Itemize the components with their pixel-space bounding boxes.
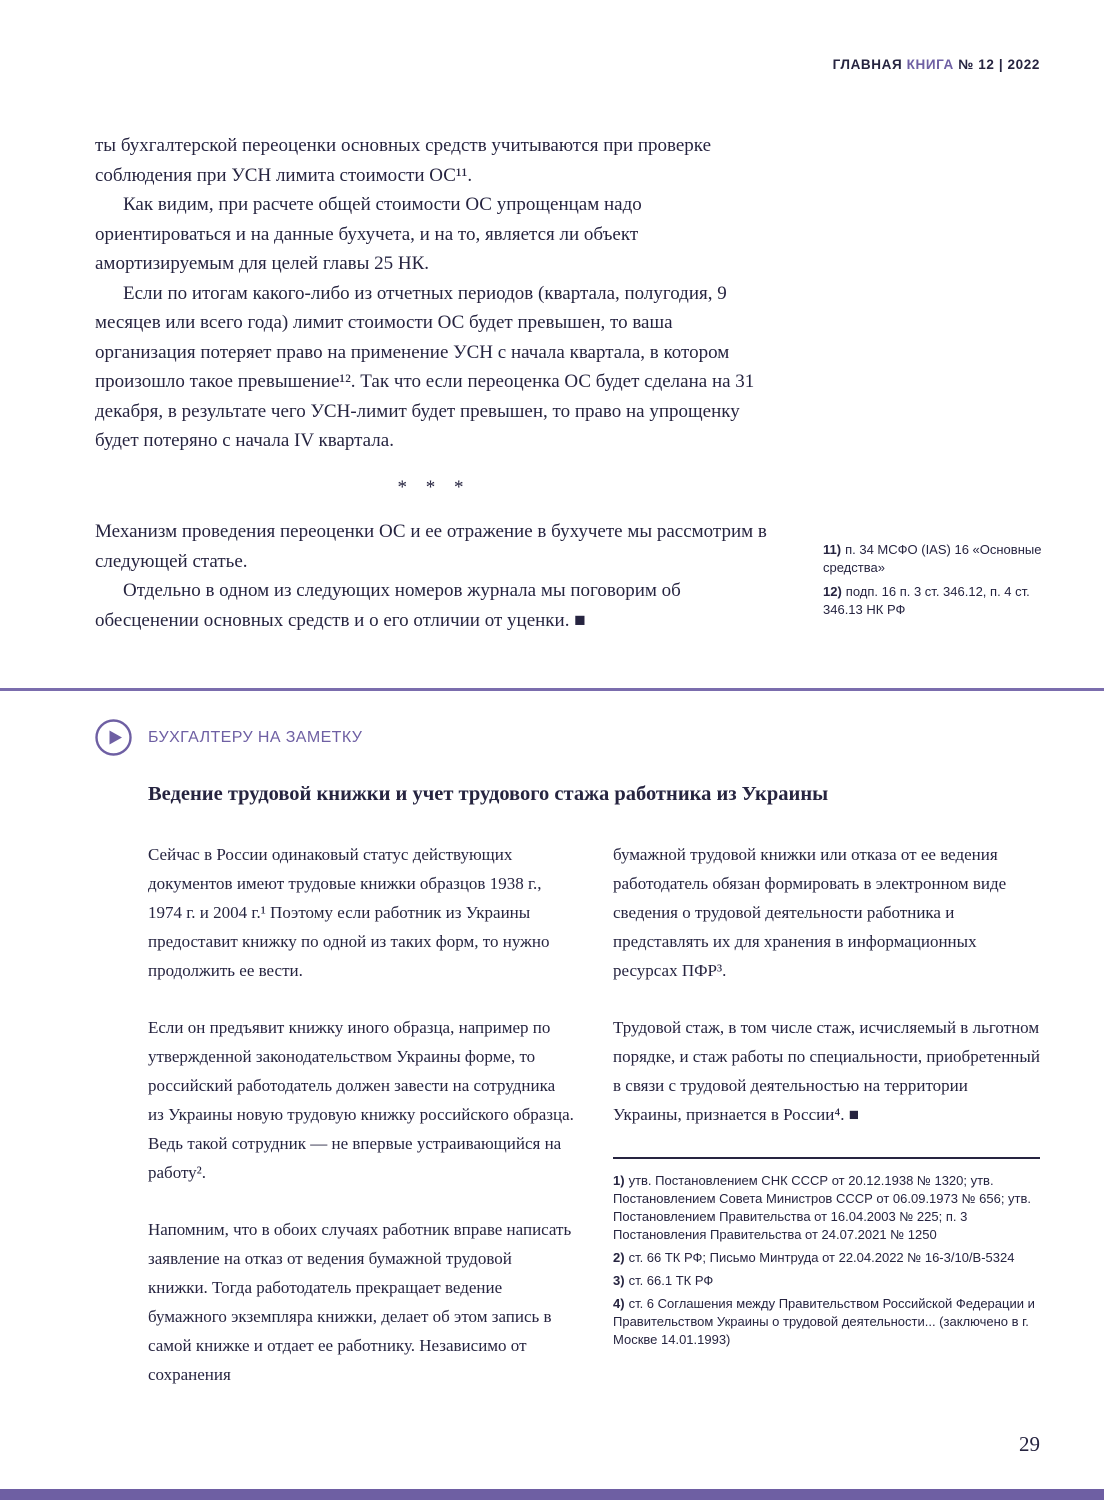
footnote <box>613 1172 1040 1244</box>
footnote-text: ст. 6 Соглашения между Правительством Российской Федерации и Правительством Украины о трудовой деятельности... (заключено в г. Москве 14.01.1993) <box>613 1296 1035 1347</box>
brand-name-accent: КНИГА <box>906 57 954 72</box>
left-column <box>148 840 575 1417</box>
section-divider <box>0 688 1104 691</box>
footnote-number: 3) <box>613 1273 625 1288</box>
masthead <box>833 57 1040 72</box>
footnote <box>613 1249 1040 1267</box>
paragraph: Если он предъявит книжку иного образца, например по утвержденной законодательством Украины форме, то российский работодатель должен завести на сотрудника из Украины новую трудовую книжку российского образца. Ведь такой сотрудник — не впервые устраивающийся на работу². <box>148 1018 574 1182</box>
paragraph: Механизм проведения переоценки ОС и ее отражение в бухучете мы рассмотрим в следующей статье. <box>95 521 767 572</box>
footnote <box>823 583 1045 618</box>
article-columns <box>148 840 1040 1417</box>
paragraph: Как видим, при расчете общей стоимости ОС упрощенцам надо ориентироваться и на данные бухучета, и на то, является ли объект амортизируемым для целей главы 25 НК. <box>95 194 642 274</box>
section-label: БУХГАЛТЕРУ НА ЗАМЕТКУ <box>148 729 363 746</box>
footnote-text: подп. 16 п. 3 ст. 346.12, п. 4 ст. 346.13 НК РФ <box>823 584 1030 617</box>
play-icon <box>95 719 132 756</box>
article-title: Ведение трудовой книжки и учет трудового стажа работника из Украины <box>148 783 829 805</box>
margin-footnotes <box>823 541 1045 625</box>
footnote-text: утв. Постановлением СНК СССР от 20.12.1938 № 1320; утв. Постановлением Совета Министров СССР от 06.09.1973 № 656; утв. Постановлением Правительства от 16.04.2003 № 225; п. 3 Постановления Правительства от 24.07.2021 № 1250 <box>613 1173 1032 1242</box>
brand-name-dark: ГЛАВНАЯ <box>832 57 903 72</box>
paragraph: ты бухгалтерской переоценки основных средств учитываются при проверке соблюдения при УСН лимита стоимости ОС¹¹. <box>95 135 711 186</box>
paragraph: бумажной трудовой книжки или отказа от ее ведения работодатель обязан формировать в электронном виде сведения о трудовой деятельности работника и представлять их для хранения в информационных ресурсах ПФР³. <box>613 845 1007 980</box>
footnote-number: 11) <box>823 542 842 557</box>
footnote-number: 12) <box>823 584 842 599</box>
bottom-accent-bar <box>0 1489 1104 1500</box>
footnote <box>613 1272 1040 1290</box>
footnote <box>613 1295 1040 1349</box>
issue-number: № 12 | 2022 <box>958 57 1040 72</box>
footnote-number: 2) <box>613 1250 625 1265</box>
footnote-text: ст. 66.1 ТК РФ <box>628 1273 714 1288</box>
footnote-number: 4) <box>613 1296 625 1311</box>
article-revaluation <box>95 131 1045 676</box>
paragraph: Если по итогам какого-либо из отчетных периодов (квартала, полугодия, 9 месяцев или всего года) лимит стоимости ОС будет превышен, то ваша организация потеряет право на применение УСН с начала квартала, в котором произошло такое превышение¹². Так что если переоценка ОС будет сделана на 31 декабря, в результате чего УСН-лимит будет превышен, то право на упрощенку будет потеряно с начала IV квартала. <box>95 282 755 451</box>
paragraph: Напомним, что в обоих случаях работник вправе написать заявление на отказ от ведения бумажной трудовой книжки. Тогда работодатель прекращает ведение бумажного экземпляра книжки, делает об этом запись в самой книжке и отдает ее работнику. Независимо от сохранения <box>148 1220 572 1384</box>
paragraph: Трудовой стаж, в том числе стаж, исчисляемый в льготном порядке, и стаж работы по специальности, приобретенный в связи с трудовой деятельностью на территории Украины, признается в России⁴. ■ <box>613 1018 1040 1124</box>
footnote-number: 1) <box>613 1173 625 1188</box>
paragraph: Отдельно в одном из следующих номеров журнала мы поговорим об обесценении основных средств и о его отличии от уценки. ■ <box>95 580 681 631</box>
footnote-block <box>613 1157 1040 1349</box>
footnote-text: п. 34 МСФО (IAS) 16 «Основные средства» <box>823 542 1042 575</box>
paragraph: Сейчас в России одинаковый статус действующих документов имеют трудовые книжки образцов 1938 г., 1974 г. и 2004 г.¹ Поэтому если работник из Украины предоставит книжку по одной из таких форм, то нужно продолжить ее вести. <box>148 845 550 980</box>
footnote <box>823 541 1045 576</box>
section-separator-stars: * * * <box>397 476 471 498</box>
page-number: 29 <box>1019 1432 1040 1456</box>
footnote-text: ст. 66 ТК РФ; Письмо Минтруда от 22.04.2022 № 16-3/10/В-5324 <box>628 1250 1015 1265</box>
article-body <box>95 131 773 635</box>
right-column <box>613 840 1040 1417</box>
